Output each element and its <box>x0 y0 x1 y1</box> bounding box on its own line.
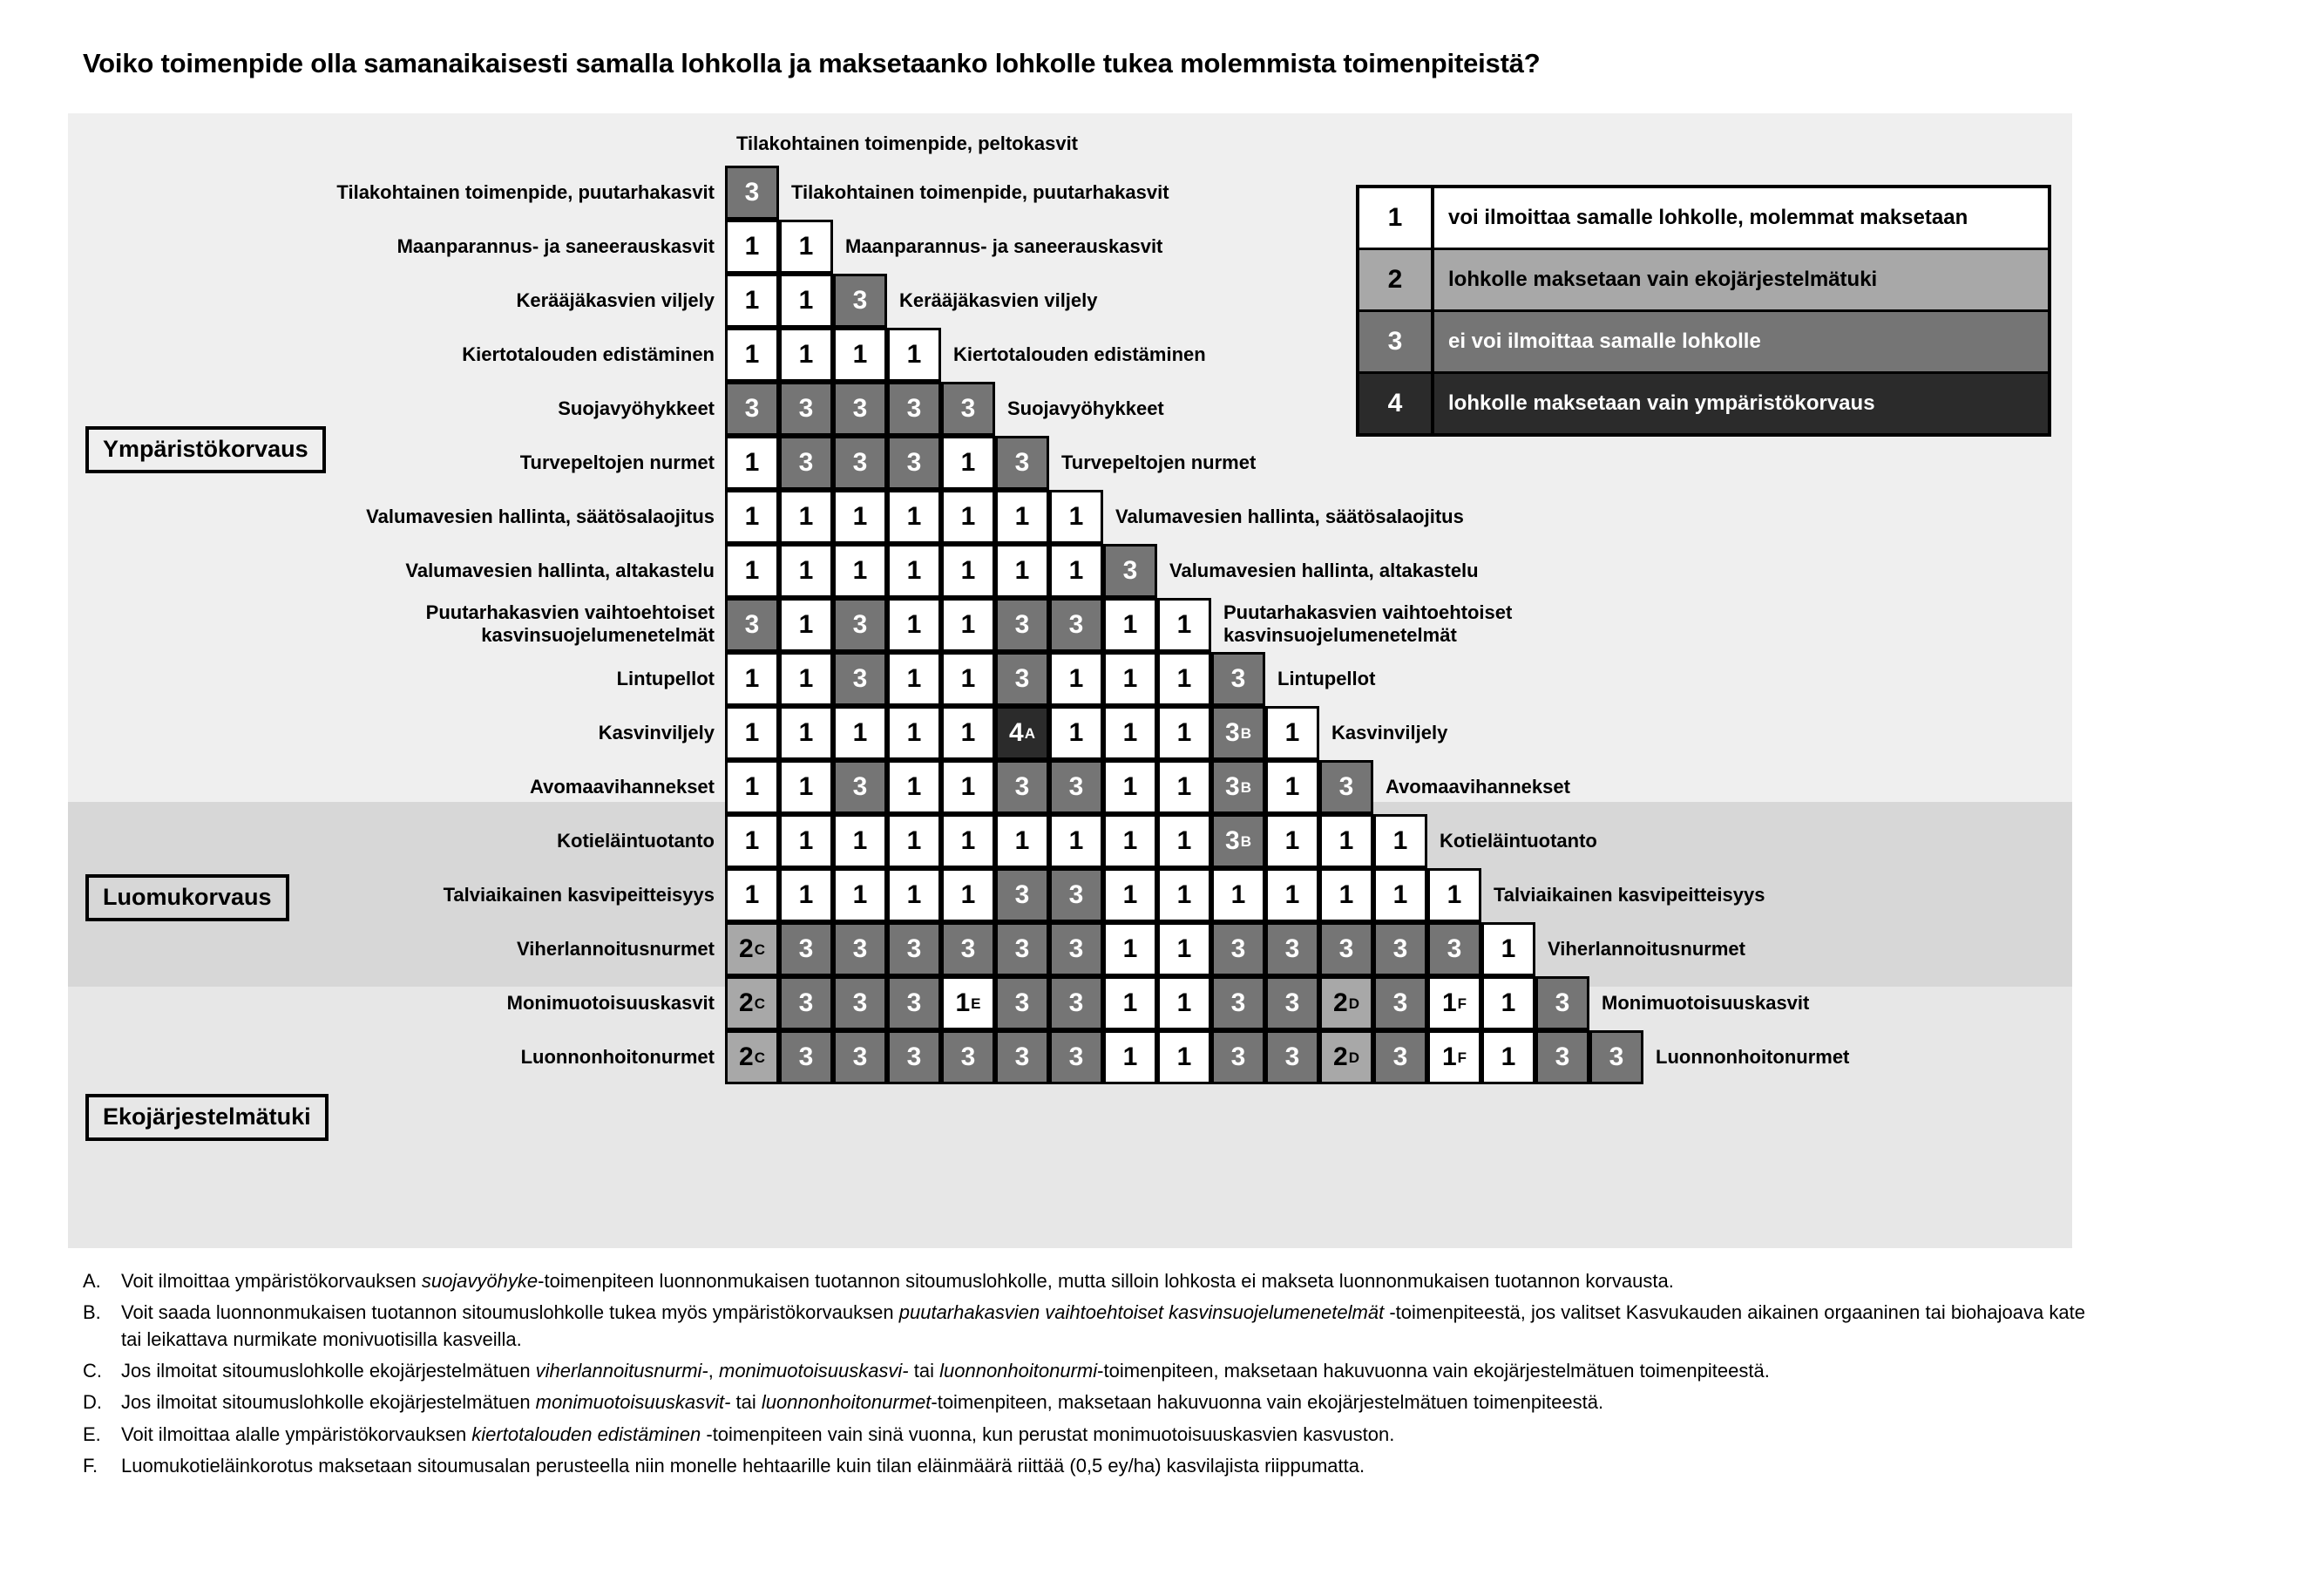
matrix-cell: 1 <box>833 706 887 760</box>
matrix-cell: 1 <box>1265 706 1319 760</box>
matrix-cell: 1 <box>1481 922 1535 976</box>
matrix-cell: 3 <box>995 922 1049 976</box>
legend-label: voi ilmoittaa samalle lohkolle, molemmat maksetaan <box>1434 188 2048 248</box>
matrix-diagonal-label: Valumavesien hallinta, säätösalaojitus <box>1115 505 1464 527</box>
matrix-cell: 3 <box>1265 1030 1319 1084</box>
matrix-cell: 1 <box>941 436 995 490</box>
legend-label: lohkolle maksetaan vain ekojärjestelmätuki <box>1434 250 2048 309</box>
matrix-cell: 1 <box>941 598 995 652</box>
matrix-cell: 1 <box>779 544 833 598</box>
matrix-cell: 3 <box>1211 652 1265 706</box>
matrix-cell: 1 <box>941 868 995 922</box>
matrix-cell: 2 C <box>725 976 779 1030</box>
group-tag-ekojarjestelmatuki: Ekojärjestelmätuki <box>85 1094 329 1141</box>
matrix-cell: 1 <box>779 760 833 814</box>
legend <box>1356 185 2051 437</box>
footnote-letter: D. <box>83 1391 102 1414</box>
matrix-cell: 1 <box>941 760 995 814</box>
matrix-cell: 1 <box>1157 814 1211 868</box>
matrix-row-label: Puutarhakasvien vaihtoehtoiset kasvinsuojelumenetelmät <box>425 601 715 646</box>
matrix-cell: 4 A <box>995 706 1049 760</box>
footnote-letter: A. <box>83 1270 101 1292</box>
matrix-diagonal-label: Maanparannus- ja saneerauskasvit <box>845 234 1163 257</box>
matrix-cell: 3 <box>1589 1030 1643 1084</box>
footnote-text: Voit saada luonnonmukaisen tuotannon sitoumuslohkolle tukea myös ympäristökorvauksen puutarhakasvien vaihtoehtoiset kasvinsuojelumenetelmät -toimenpiteestä, jos valitset Kasvukauden aikainen orgaaninen tai biohajoava kate tai leikattava nurmikate monivuotisilla kasveilla. <box>121 1301 2085 1350</box>
matrix-cell: 1 <box>1373 814 1427 868</box>
matrix-cell: 1 <box>779 652 833 706</box>
legend-key: 1 <box>1359 188 1434 248</box>
footnote-item <box>83 1358 2104 1384</box>
matrix-cell: 3 <box>1211 1030 1265 1084</box>
matrix-cell: 1 <box>725 544 779 598</box>
matrix-cell: 1 <box>1049 706 1103 760</box>
matrix-cell: 1 <box>725 328 779 382</box>
matrix-diagonal-label: Kiertotalouden edistäminen <box>953 343 1206 365</box>
footnote-text: Luomukotieläinkorotus maksetaan sitoumusalan perusteella niin monelle hehtaarille kuin tilan eläinmäärä riittää (0,5 ey/ha) kasvilajista riippumatta. <box>121 1455 1365 1477</box>
matrix-cell: 3 <box>1373 976 1427 1030</box>
matrix-cell: 1 <box>1103 814 1157 868</box>
matrix-cell: 3 <box>779 1030 833 1084</box>
matrix-cell: 1 <box>1103 706 1157 760</box>
matrix-cell: 3 <box>1049 976 1103 1030</box>
matrix-cell: 1 <box>725 652 779 706</box>
matrix-cell: 1 <box>1157 976 1211 1030</box>
matrix-row-label: Maanparannus- ja saneerauskasvit <box>396 234 715 257</box>
matrix-row-label: Lintupellot <box>616 667 715 689</box>
matrix-cell: 3 <box>833 760 887 814</box>
matrix-cell: 1 <box>1049 490 1103 544</box>
matrix-diagonal-label: Tilakohtainen toimenpide, puutarhakasvit <box>791 180 1169 203</box>
matrix-cell: 1 <box>1103 922 1157 976</box>
matrix-cell: 1 <box>779 328 833 382</box>
matrix-cell: 1 <box>887 706 941 760</box>
matrix-cell: 3 <box>995 976 1049 1030</box>
matrix-cell: 1 <box>887 328 941 382</box>
matrix-cell: 3 <box>833 922 887 976</box>
matrix-cell: 1 <box>1103 598 1157 652</box>
matrix-cell: 3 B <box>1211 814 1265 868</box>
matrix-cell: 1 <box>1049 814 1103 868</box>
footnote-item <box>83 1453 2104 1479</box>
matrix-cell: 1 E <box>941 976 995 1030</box>
matrix-cell: 3 <box>1427 922 1481 976</box>
matrix-cell: 1 F <box>1427 1030 1481 1084</box>
matrix-cell: 1 <box>833 490 887 544</box>
matrix-cell: 1 <box>725 436 779 490</box>
matrix-cell: 1 <box>1157 706 1211 760</box>
matrix-cell: 2 D <box>1319 1030 1373 1084</box>
matrix-cell: 1 <box>1481 1030 1535 1084</box>
matrix-row-label: Kotieläintuotanto <box>557 829 715 852</box>
matrix-cell: 1 <box>1103 1030 1157 1084</box>
matrix-cell: 3 <box>1373 1030 1427 1084</box>
matrix-diagonal-label: Kasvinviljely <box>1331 721 1448 743</box>
matrix-cell: 3 <box>887 976 941 1030</box>
matrix-cell: 1 <box>833 544 887 598</box>
matrix-cell: 1 <box>887 544 941 598</box>
matrix-cell: 3 <box>779 922 833 976</box>
footnote-item <box>83 1300 2104 1353</box>
matrix-cell: 1 <box>725 220 779 274</box>
matrix-cell: 1 <box>995 490 1049 544</box>
matrix-cell: 1 <box>779 868 833 922</box>
matrix-cell: 3 <box>1211 976 1265 1030</box>
matrix-cell: 1 <box>1049 652 1103 706</box>
matrix-row-label: Talviaikainen kasvipeitteisyys <box>443 883 715 906</box>
matrix-cell: 1 <box>941 652 995 706</box>
matrix-cell: 1 <box>887 598 941 652</box>
footnote-item <box>83 1389 2104 1416</box>
matrix-row-label: Tilakohtainen toimenpide, puutarhakasvit <box>336 180 715 203</box>
matrix-cell: 1 <box>941 490 995 544</box>
matrix-cell: 3 <box>887 382 941 436</box>
matrix-row-label: Kiertotalouden edistäminen <box>462 343 715 365</box>
matrix-cell: 1 <box>833 328 887 382</box>
matrix-cell: 1 <box>995 814 1049 868</box>
matrix-cell: 3 <box>1319 922 1373 976</box>
footnote-item <box>83 1422 2104 1448</box>
matrix-cell: 3 <box>1319 760 1373 814</box>
matrix-cell: 1 <box>1157 868 1211 922</box>
matrix-diagonal-label: Talviaikainen kasvipeitteisyys <box>1494 883 1765 906</box>
matrix-cell: 3 <box>995 652 1049 706</box>
matrix-cell: 1 <box>941 706 995 760</box>
matrix-cell: 3 <box>1265 922 1319 976</box>
matrix-cell: 1 <box>995 544 1049 598</box>
matrix-cell: 1 <box>887 868 941 922</box>
matrix-cell: 3 <box>779 976 833 1030</box>
matrix-cell: 1 <box>887 652 941 706</box>
matrix-diagonal-label: Valumavesien hallinta, altakastelu <box>1169 559 1479 581</box>
matrix-cell: 1 <box>1157 598 1211 652</box>
matrix-cell: 3 B <box>1211 760 1265 814</box>
matrix-cell: 3 <box>995 760 1049 814</box>
matrix-row-label: Avomaavihannekset <box>530 775 715 798</box>
matrix-row-label: Monimuotoisuuskasvit <box>506 991 715 1014</box>
matrix-diagonal-label: Luonnonhoitonurmet <box>1656 1045 1850 1068</box>
matrix-diagonal-label: Kotieläintuotanto <box>1440 829 1597 852</box>
matrix-cell: 1 <box>725 814 779 868</box>
matrix-cell: 3 <box>1535 976 1589 1030</box>
footnote-text: Voit ilmoittaa ympäristökorvauksen suojavyöhyke-toimenpiteen luonnonmukaisen tuotannon sitoumuslohkolle, mutta silloin lohkosta ei makseta luonnonmukaisen tuotannon korvausta. <box>121 1270 1674 1292</box>
legend-key: 4 <box>1359 374 1434 433</box>
matrix-diagonal-label: Suojavyöhykkeet <box>1007 397 1164 419</box>
matrix-cell: 1 <box>1049 544 1103 598</box>
matrix-cell: 3 <box>995 868 1049 922</box>
matrix-cell: 1 <box>1157 922 1211 976</box>
matrix-row-label: Valumavesien hallinta, säätösalaojitus <box>366 505 715 527</box>
matrix-cell: 3 B <box>1211 706 1265 760</box>
matrix-cell: 1 <box>779 274 833 328</box>
matrix-cell: 1 <box>833 814 887 868</box>
matrix-cell: 3 <box>1049 760 1103 814</box>
matrix-cell: 1 <box>1265 760 1319 814</box>
matrix-cell: 1 <box>725 760 779 814</box>
matrix-diagonal-label: Avomaavihannekset <box>1386 775 1570 798</box>
matrix-cell: 1 <box>1373 868 1427 922</box>
matrix-cell: 3 <box>833 382 887 436</box>
footnote-letter: F. <box>83 1455 98 1477</box>
matrix-cell: 3 <box>833 436 887 490</box>
group-tag-ymparistokorvaus: Ympäristökorvaus <box>85 426 326 473</box>
matrix-cell: 1 <box>1319 868 1373 922</box>
matrix-cell: 3 <box>1103 544 1157 598</box>
matrix-cell: 2 C <box>725 922 779 976</box>
matrix-cell: 1 <box>1103 976 1157 1030</box>
matrix-cell: 3 <box>1049 598 1103 652</box>
legend-row <box>1359 374 2048 433</box>
footnote-text: Jos ilmoitat sitoumuslohkolle ekojärjestelmätuen monimuotoisuuskasvit- tai luonnonhoitonurmet-toimenpiteen, maksetaan hakuvuonna vain ekojärjestelmätuen toimenpiteestä. <box>121 1391 1604 1414</box>
matrix-cell: 3 <box>1211 922 1265 976</box>
matrix-cell: 1 <box>1157 1030 1211 1084</box>
matrix-cell: 1 <box>725 868 779 922</box>
matrix-diagonal-label: Kerääjäkasvien viljely <box>899 289 1098 311</box>
matrix-cell: 3 <box>887 1030 941 1084</box>
group-tag-luomukorvaus: Luomukorvaus <box>85 874 289 921</box>
matrix-cell: 1 <box>941 544 995 598</box>
matrix-diagonal-label: Turvepeltojen nurmet <box>1061 451 1257 473</box>
page-title: Voiko toimenpide olla samanaikaisesti samalla lohkolla ja maksetaanko lohkolle tukea molemmista toimenpiteistä? <box>83 48 1541 78</box>
matrix-cell: 1 <box>833 868 887 922</box>
matrix-cell: 3 <box>833 652 887 706</box>
footnote-text: Voit ilmoittaa alalle ympäristökorvauksen kiertotalouden edistäminen -toimenpiteen vain sinä vuonna, kun perustat monimuotoisuuskasvien kasvuston. <box>121 1422 1395 1445</box>
matrix-cell: 1 <box>779 220 833 274</box>
matrix-cell: 3 <box>833 1030 887 1084</box>
legend-label: lohkolle maksetaan vain ympäristökorvaus <box>1434 374 2048 433</box>
matrix-cell: 3 <box>995 598 1049 652</box>
matrix-top-column-label: Tilakohtainen toimenpide, peltokasvit <box>736 132 1079 154</box>
matrix-cell: 3 <box>941 922 995 976</box>
matrix-cell: 3 <box>1049 868 1103 922</box>
matrix-cell: 3 <box>833 598 887 652</box>
matrix-cell: 1 <box>887 490 941 544</box>
matrix-cell: 3 <box>887 922 941 976</box>
matrix-cell: 1 <box>1103 760 1157 814</box>
legend-row <box>1359 188 2048 250</box>
matrix-cell: 3 <box>995 1030 1049 1084</box>
legend-key: 2 <box>1359 250 1434 309</box>
matrix-row-label: Turvepeltojen nurmet <box>519 451 715 473</box>
matrix-row-label: Kerääjäkasvien viljely <box>516 289 715 311</box>
matrix-cell: 1 <box>1481 976 1535 1030</box>
matrix-cell: 1 <box>887 760 941 814</box>
footnotes-list <box>83 1268 2104 1485</box>
matrix-cell: 3 <box>1373 922 1427 976</box>
matrix-cell: 1 F <box>1427 976 1481 1030</box>
matrix-cell: 1 <box>1157 760 1211 814</box>
matrix-diagonal-label: Puutarhakasvien vaihtoehtoiset kasvinsuojelumenetelmät <box>1223 601 1513 646</box>
matrix-cell: 3 <box>1049 1030 1103 1084</box>
matrix-cell: 1 <box>779 706 833 760</box>
matrix-cell: 3 <box>887 436 941 490</box>
legend-row <box>1359 312 2048 374</box>
matrix-cell: 1 <box>779 598 833 652</box>
matrix-cell: 1 <box>779 490 833 544</box>
matrix-cell: 3 <box>725 598 779 652</box>
matrix-cell: 1 <box>941 814 995 868</box>
matrix-cell: 3 <box>725 382 779 436</box>
matrix-diagonal-label: Monimuotoisuuskasvit <box>1602 991 1810 1014</box>
matrix-cell: 3 <box>779 436 833 490</box>
matrix-cell: 1 <box>887 814 941 868</box>
legend-row <box>1359 250 2048 312</box>
matrix-cell: 1 <box>1319 814 1373 868</box>
matrix-row-label: Kasvinviljely <box>598 721 715 743</box>
matrix-cell: 3 <box>1265 976 1319 1030</box>
matrix-cell: 3 <box>941 1030 995 1084</box>
matrix-row-label: Viherlannoitusnurmet <box>517 937 715 960</box>
footnote-letter: C. <box>83 1360 102 1382</box>
matrix-cell: 1 <box>1211 868 1265 922</box>
matrix-cell: 3 <box>995 436 1049 490</box>
matrix-cell: 3 <box>1049 922 1103 976</box>
matrix-cell: 1 <box>1265 868 1319 922</box>
matrix-cell: 1 <box>1265 814 1319 868</box>
matrix-cell: 3 <box>833 274 887 328</box>
matrix-row-label: Luonnonhoitonurmet <box>520 1045 715 1068</box>
matrix-row-label: Suojavyöhykkeet <box>558 397 715 419</box>
matrix-cell: 3 <box>941 382 995 436</box>
matrix-cell: 1 <box>725 706 779 760</box>
matrix-cell: 3 <box>725 166 779 220</box>
legend-label: ei voi ilmoittaa samalle lohkolle <box>1434 312 2048 371</box>
matrix-cell: 2 C <box>725 1030 779 1084</box>
footnote-item <box>83 1268 2104 1294</box>
matrix-diagonal-label: Lintupellot <box>1277 667 1376 689</box>
matrix-cell: 1 <box>725 490 779 544</box>
matrix-cell: 1 <box>1103 868 1157 922</box>
legend-key: 3 <box>1359 312 1434 371</box>
matrix-cell: 1 <box>725 274 779 328</box>
footnote-letter: E. <box>83 1422 101 1445</box>
matrix-cell: 3 <box>1535 1030 1589 1084</box>
matrix-cell: 2 D <box>1319 976 1373 1030</box>
footnote-letter: B. <box>83 1301 101 1324</box>
footnote-text: Jos ilmoitat sitoumuslohkolle ekojärjestelmätuen viherlannoitusnurmi-, monimuotoisuuskasvi- tai luonnonhoitonurmi-toimenpiteen, maksetaan hakuvuonna vain ekojärjestelmätuen toimenpiteestä. <box>121 1360 1770 1382</box>
matrix-cell: 1 <box>1157 652 1211 706</box>
matrix-cell: 1 <box>779 814 833 868</box>
matrix-cell: 1 <box>1103 652 1157 706</box>
matrix-cell: 3 <box>779 382 833 436</box>
matrix-cell: 3 <box>833 976 887 1030</box>
matrix-cell: 1 <box>1427 868 1481 922</box>
matrix-diagonal-label: Viherlannoitusnurmet <box>1548 937 1745 960</box>
matrix-row-label: Valumavesien hallinta, altakastelu <box>405 559 715 581</box>
